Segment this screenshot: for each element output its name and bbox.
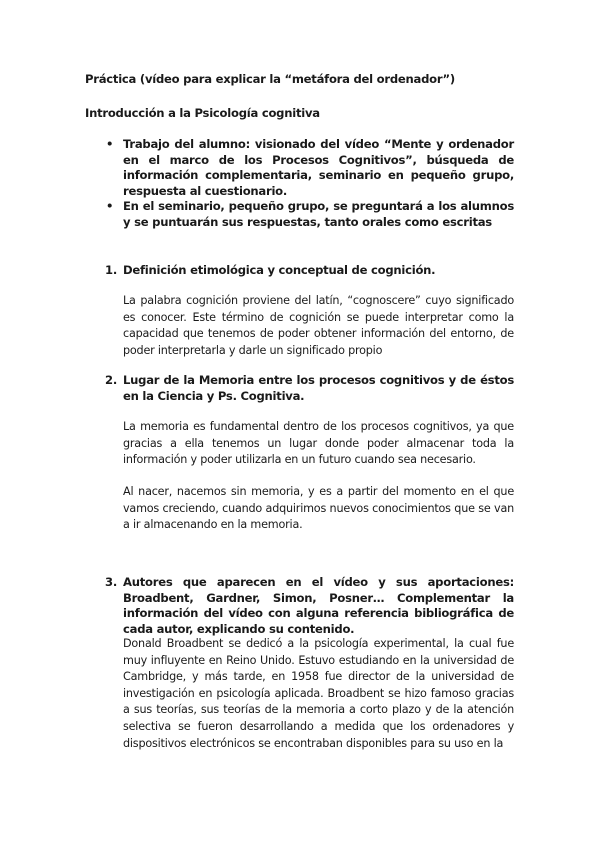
section-number: 1. [105,263,117,277]
page-subtitle: Introducción a la Psicología cognitiva [85,106,320,120]
section-heading-text: Autores que aparecen en el vídeo y sus aportaciones: Broadbent, Gardner, Simon, Posner… Complementar la información del vídeo con alguna referencia bibliográfica de cada autor, explicando su contenido. [123,575,514,636]
list-item [106,137,514,199]
section-2-heading [105,373,514,404]
bullet-icon: • [106,137,114,151]
section-2-paragraph-1: La memoria es fundamental dentro de los procesos cognitivos, ya que gracias a ella tenemos un lugar donde poder almacenar toda la información y poder utilizarla en un futuro cuando sea necesario. [123,420,514,467]
bullet-icon: • [106,199,114,213]
section-3-paragraph: Donald Broadbent se dedicó a la psicología experimental, la cual fue muy influyente en Reino Unido. Estuvo estudiando en la universidad de Cambridge, y más tarde, en 1958 fue director de la universidad de investigación en psicología aplicada. Broadbent se hizo famoso gracias a sus teorías, sus teorías de la memoria a corto plazo y de la atención selectiva se fueron desarrollando a medida que los ordenadores y dispositivos electrónicos se encontraban disponibles para su uso en la [123,637,514,750]
section-number: 3. [105,575,117,589]
bullet-text: En el seminario, pequeño grupo, se preguntará a los alumnos y se puntuarán sus respuestas, tanto orales como escritas [123,199,514,229]
section-heading-text: Lugar de la Memoria entre los procesos cognitivos y de éstos en la Ciencia y Ps. Cognitiva. [123,373,514,403]
page-title: Práctica (vídeo para explicar la “metáfora del ordenador”) [85,72,455,86]
section-3-heading [105,575,514,637]
section-1-heading [105,263,514,279]
section-heading-text: Definición etimológica y conceptual de cognición. [123,263,436,277]
section-number: 2. [105,373,117,387]
section-1-paragraph: La palabra cognición proviene del latín, “cognoscere” cuyo significado es conocer. Este término de cognición se puede interpretar como la capacidad que tenemos de poder obtener información del entorno, de poder interpretarla y darle un significado propio [123,294,514,357]
bullet-text: Trabajo del alumno: visionado del vídeo “Mente y ordenador en el marco de los Procesos Cognitivos”, búsqueda de información complementaria, seminario en pequeño grupo, respuesta al cuestionario. [123,137,514,198]
list-item [106,199,514,230]
bullet-list [106,137,514,230]
section-2-paragraph-2: Al nacer, nacemos sin memoria, y es a partir del momento en el que vamos creciendo, cuando adquirimos nuevos conocimientos que se van a ir almacenando en la memoria. [123,485,514,532]
